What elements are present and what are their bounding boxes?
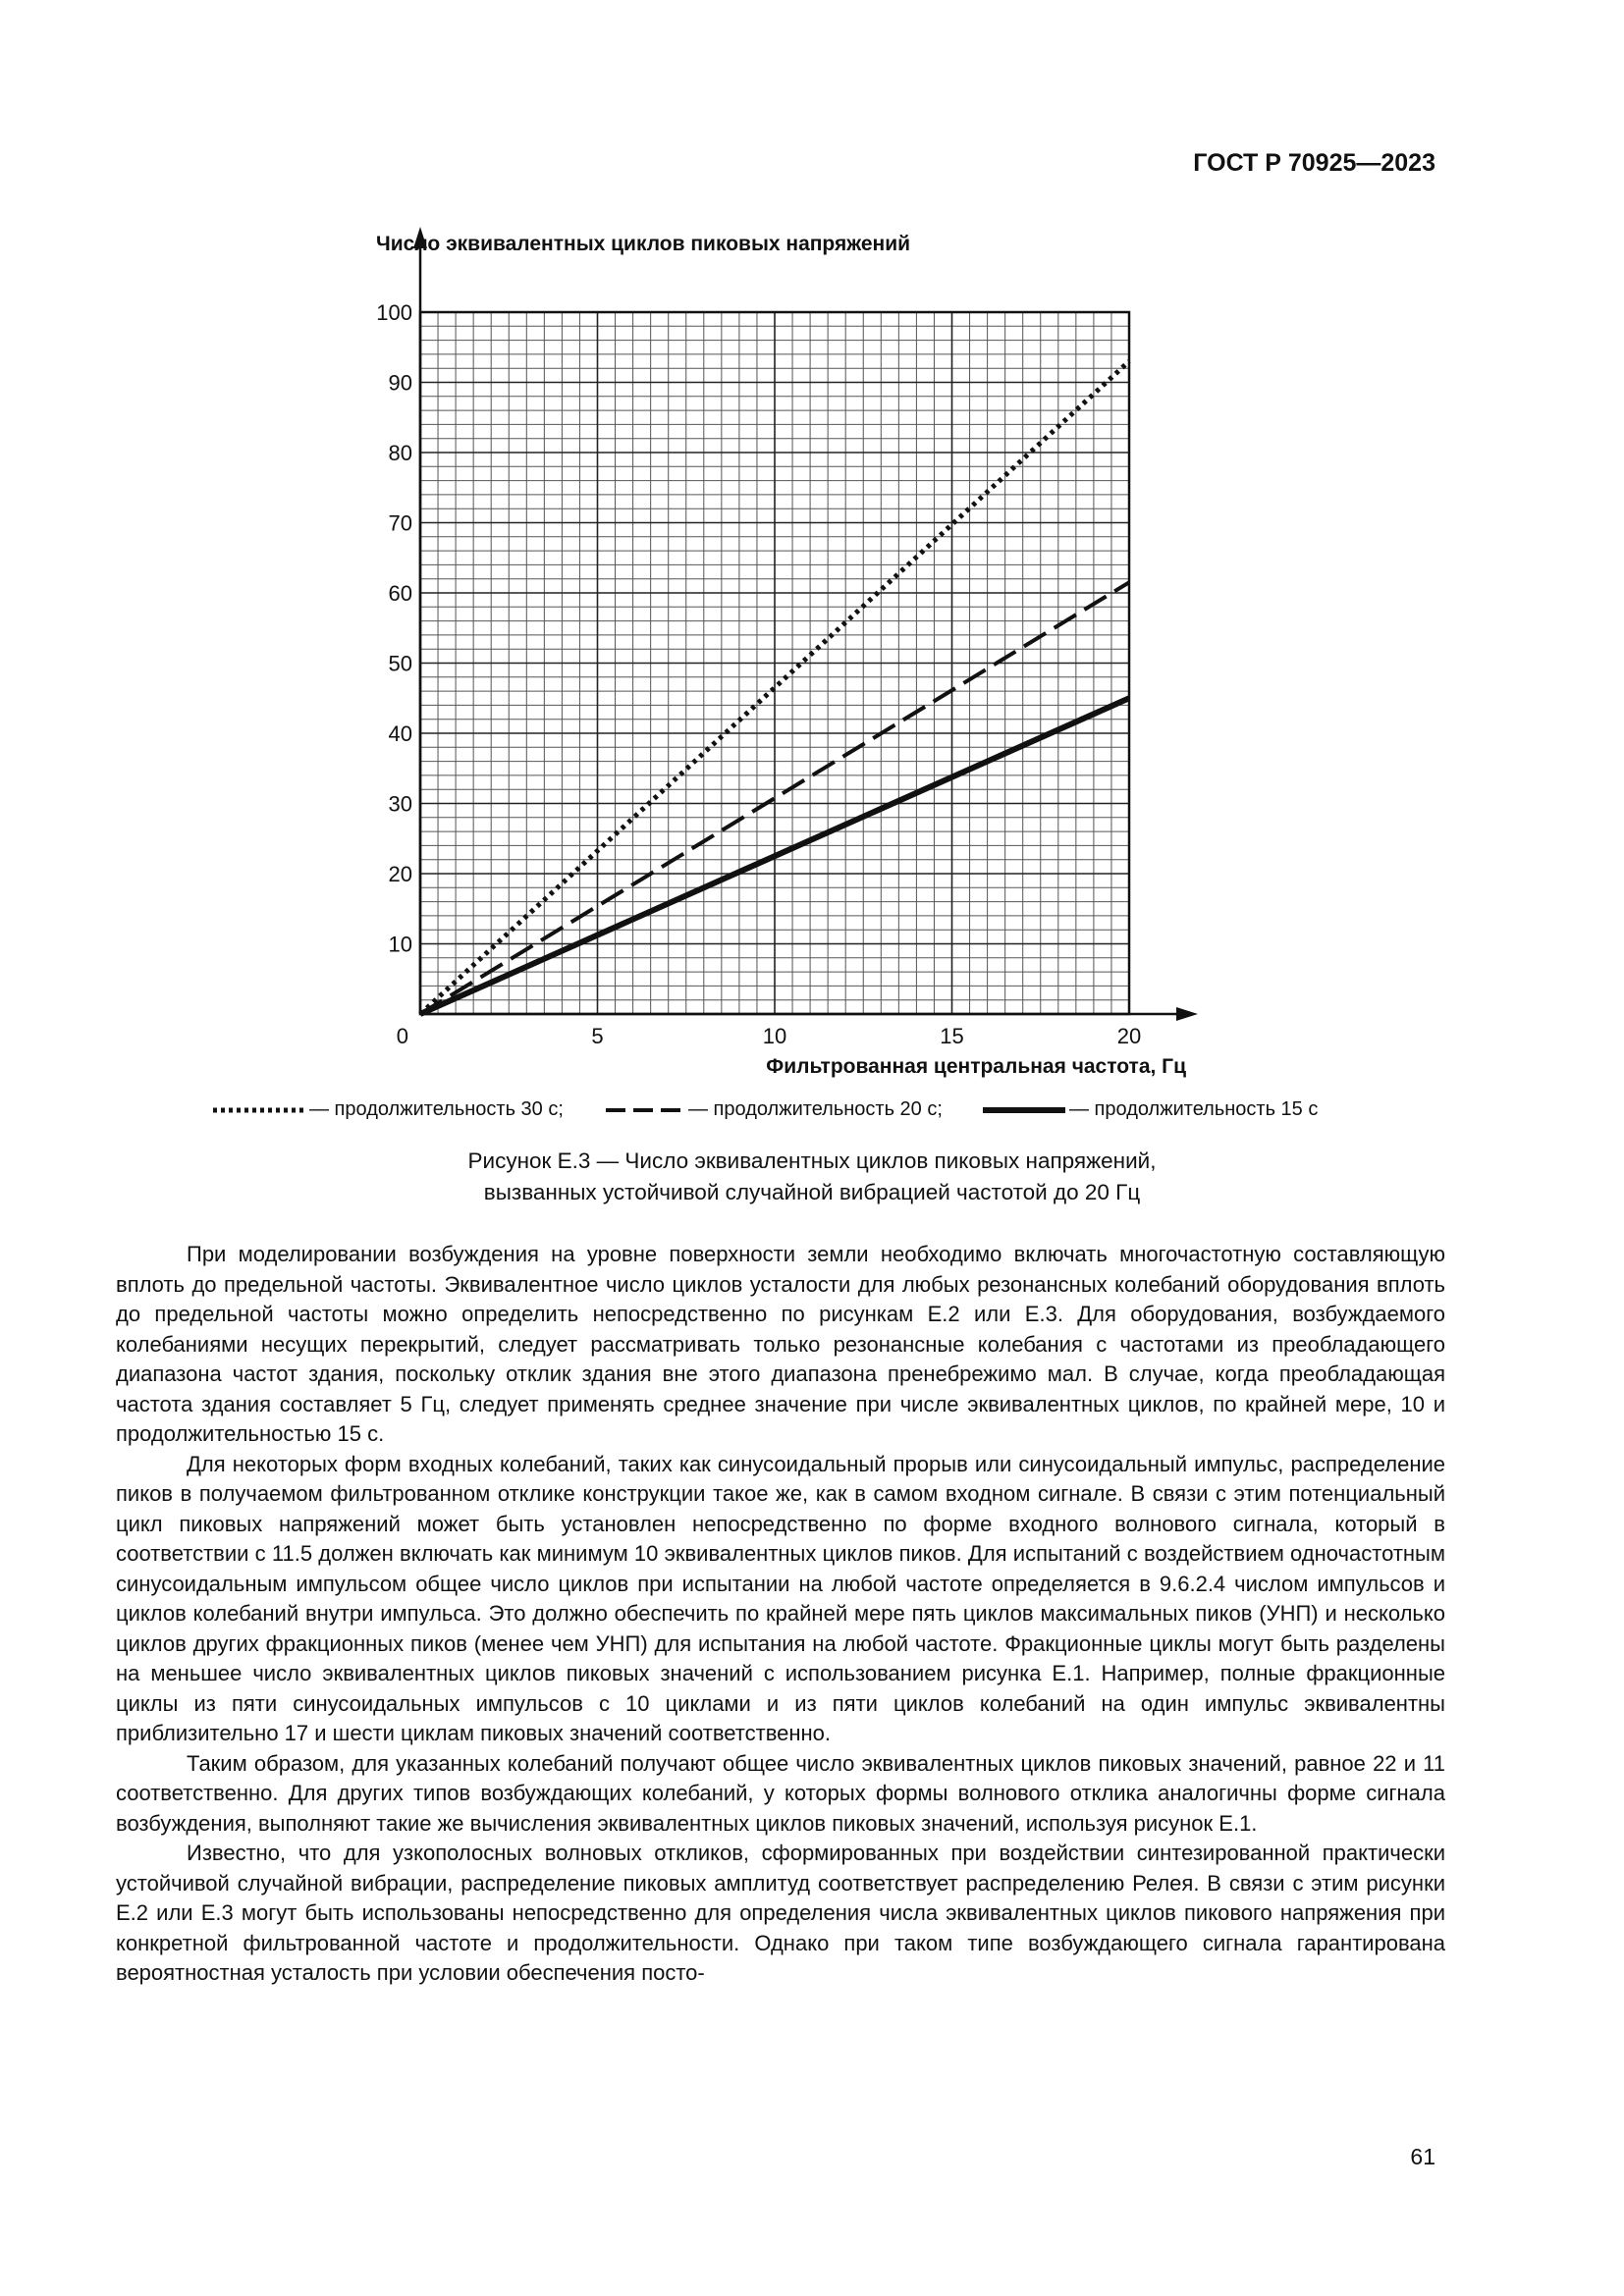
y-tick-label: 10 xyxy=(388,932,412,957)
paragraph-2: Для некоторых форм входных колебаний, таких как синусоидальный прорыв или синусоидальный импульс, распределение пиков в получаемом фильтрованном отклике конструкции такое же, как в самом входном сигнале. В связи с этим потенциальный цикл пиковых напряжений может быть установлен непосредственно по форме входного волнового сигнала, который в соответствии с 11.5 должен включать как минимум 10 эквивалентных циклов пиков. Для испытаний с воздействием одночастотным синусоидальным импульсом общее число циклов при испытании на любой частоте определяется в 9.6.2.4 числом импульсов и циклов колебаний внутри импульса. Это должно обеспечить по крайней мере пять циклов максимальных пиков (УНП) и несколько циклов других фракционных пиков (менее чем УНП) для испытания на любой частоте. Фракционные циклы могут быть разделены на меньшее число эквивалентных циклов пиковых значений с использованием рисунка Е.1. Например, полные фракционные циклы из пяти синусоидальных импульсов с 10 циклами и из пяти циклов колебаний на один импульс эквивалентны приблизительно 17 и шести циклам пиковых значений соответственно. xyxy=(116,1451,1445,1745)
x-tick-label: 0 xyxy=(396,1024,408,1048)
x-tick-label: 10 xyxy=(762,1024,787,1048)
x-axis-arrow xyxy=(1176,1007,1198,1021)
caption-line-2: вызванных устойчивой случайной вибрацией частотой до 20 Гц xyxy=(483,1180,1141,1204)
y-tick-label: 30 xyxy=(388,791,412,817)
page-number: 61 xyxy=(1410,2144,1435,2169)
chart-svg xyxy=(353,221,1218,1085)
paragraph-4: Известно, что для узкополосных волновых откликов, сформированных при воздействии синтезированной практически устойчивой случайной вибрации, распределение пиковых амплитуд соответствует распределению Релея. В связи с этим рисунки Е.2 или Е.3 могут быть использованы непосредственно для определения числа эквивалентных циклов пикового напряжения при конкретной фильтрованной частоте и продолжительности. Однако при таком типе возбуждающего сигнала гарантирована вероятностная усталость при условии обеспечения посто- xyxy=(116,1841,1445,1985)
y-tick-label: 90 xyxy=(388,370,412,396)
y-tick-label: 80 xyxy=(388,441,412,465)
x-tick-label: 15 xyxy=(940,1024,964,1048)
paragraph-1: При моделировании возбуждения на уровне поверхности земли необходимо включать многочастотную составляющую вплоть до предельной частоты. Эквивалентное число циклов усталости для любых резонансных колебаний оборудования вплоть до предельной частоты можно определить непосредственно по рисункам Е.2 или Е.3. Для оборудования, возбуждаемого колебаниями несущих перекрытий, следует рассматривать только резонансные колебания с частотами из преобладающего диапазона частот здания, поскольку отклик здания вне этого диапазона пренебрежимо мал. В случае, когда преобладающая частота здания составляет 5 Гц, следует применять среднее значение при числе эквивалентных циклов, по крайней мере, 10 и продолжительностью 15 с. xyxy=(116,1242,1445,1446)
y-tick-label: 50 xyxy=(388,651,412,676)
y-tick-label: 100 xyxy=(376,300,412,325)
caption-line-1: Рисунок Е.3 — Число эквивалентных циклов пиковых напряжений, xyxy=(467,1148,1157,1173)
y-tick-label: 40 xyxy=(388,721,412,746)
y-tick-label: 20 xyxy=(388,862,412,886)
y-tick-label: 60 xyxy=(388,581,412,606)
y-tick-label: 70 xyxy=(388,510,412,536)
x-axis-label: Фильтрованная центральная частота, Гц xyxy=(766,1055,1186,1078)
body-text xyxy=(116,1240,1445,1989)
legend-entry-15s: — продолжительность 15 с xyxy=(1069,1098,1319,1120)
figure-caption xyxy=(0,1146,1624,1208)
chart-legend xyxy=(211,1093,1429,1132)
document-header: ГОСТ Р 70925—2023 xyxy=(1193,149,1435,177)
legend-entry-30s: — продолжительность 30 с; xyxy=(309,1098,564,1120)
chart xyxy=(353,221,1218,1085)
x-tick-label: 20 xyxy=(1116,1024,1142,1048)
paragraph-3: Таким образом, для указанных колебаний получают общее число эквивалентных циклов пиковых значений, равное 22 и 11 соответственно. Для других типов возбуждающих колебаний, у которых формы волнового отклика аналогичны форме сигнала возбуждения, выполняют такие же вычисления эквивалентных циклов пиковых значений, используя рисунок Е.1. xyxy=(116,1750,1445,1836)
x-tick-label: 5 xyxy=(591,1024,604,1048)
y-axis-label: Число эквивалентных циклов пиковых напряжений xyxy=(376,233,911,255)
legend-entry-20s: — продолжительность 20 с; xyxy=(688,1098,943,1120)
